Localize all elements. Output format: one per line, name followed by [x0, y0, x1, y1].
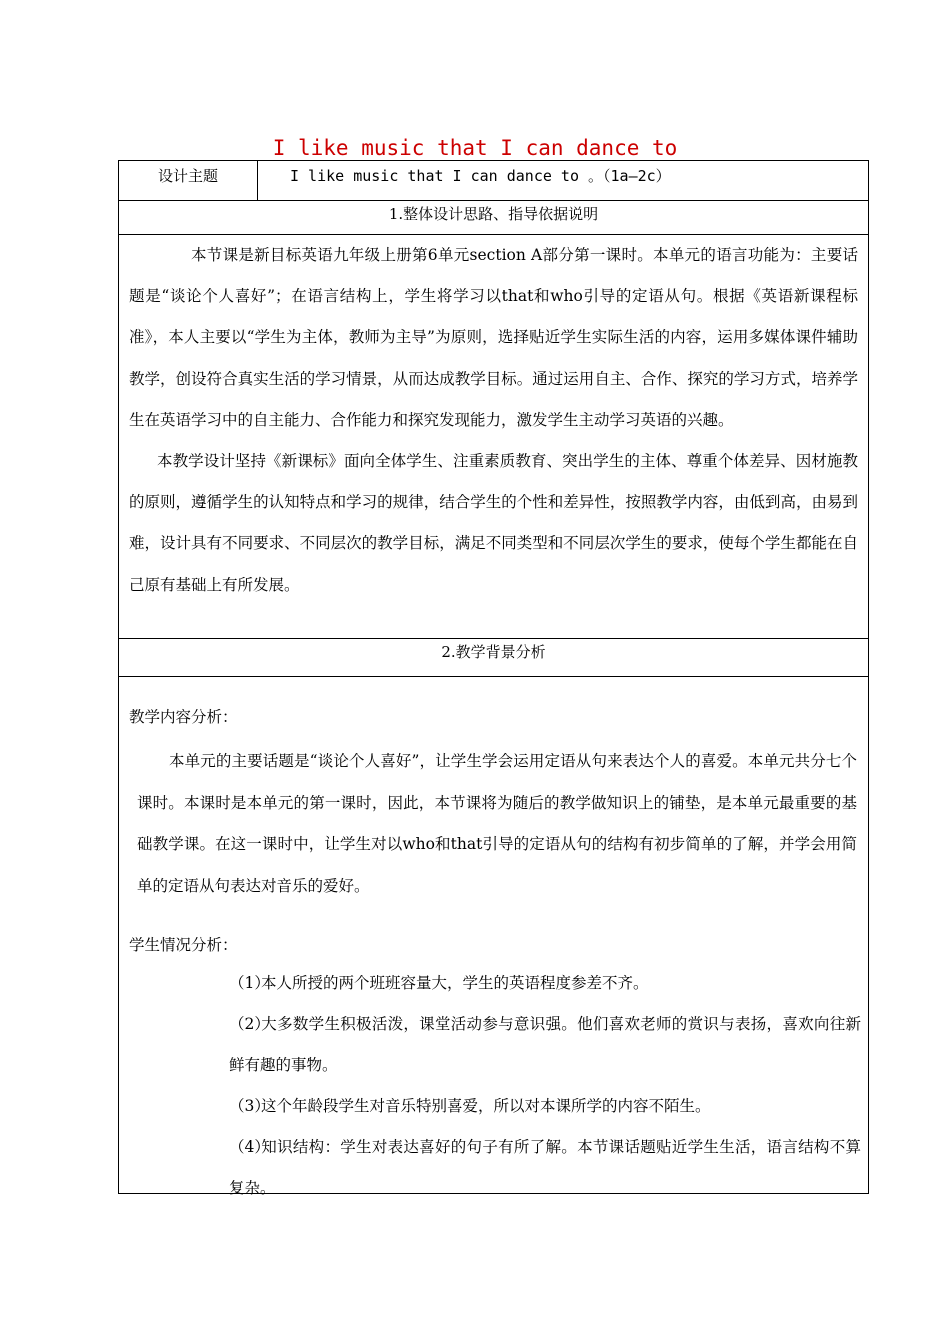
student-analysis-list	[229, 963, 861, 1209]
list-item	[229, 1086, 861, 1127]
section1-body	[119, 234, 868, 638]
list-item	[229, 1127, 861, 1209]
student-analysis-label: 学生情况分析：	[129, 936, 238, 954]
content-analysis-text: 本单元的主要话题是“谈论个人喜好”，让学生学会运用定语从句来表达个人的喜爱。本单元共分七个课时。本课时是本单元的第一课时，因此，本节课将为随后的教学做知识上的铺垫，是本单元最重要的基础教学课。在这一课时中，让学生对以who和that引导的定语从句的结构有初步简单的了解，并学会用简单的定语从句表达对音乐的爱好。	[137, 752, 857, 895]
theme-row	[119, 161, 868, 200]
list-item-number: （3）	[229, 1097, 270, 1115]
theme-label: 设计主题	[119, 161, 258, 200]
list-item-text: 知识结构：学生对表达喜好的句子有所了解。本节课话题贴近学生生活，语言结构不算复杂。	[229, 1138, 861, 1197]
section1-paragraph-1: 本节课是新目标英语九年级上册第6单元section A部分第一课时。本单元的语言功能为：主要话题是“谈论个人喜好”；在语言结构上，学生将学习以that和who引导的定语从句。根据《英语新课程标准》，本人主要以“学生为主体，教师为主导”为原则，选择贴近学生实际生活的内容，运用多媒体课件辅助教学，创设符合真实生活的学习情景，从而达成教学目标。通过运用自主、合作、探究的学习方式，培养学生在英语学习中的自主能力、合作能力和探究发现能力，激发学生主动学习英语的兴趣。	[129, 246, 858, 429]
section2-body	[119, 676, 868, 1197]
theme-value: I like music that I can dance to 。（1a—2c）	[290, 167, 671, 185]
content-analysis-label: 教学内容分析：	[129, 708, 238, 726]
list-item-text: 大多数学生积极活泼，课堂活动参与意识强。他们喜欢老师的赏识与表扬，喜欢向往新鲜有趣的事物。	[229, 1015, 861, 1074]
list-item-number: （4）	[229, 1138, 270, 1156]
list-item-text: 本人所授的两个班班容量大，学生的英语程度参差不齐。	[261, 974, 649, 992]
list-item-number: （2）	[229, 1015, 270, 1033]
section1-paragraph-2: 本教学设计坚持《新课标》面向全体学生、注重素质教育、突出学生的主体、尊重个体差异、因材施教的原则，遵循学生的认知特点和学习的规律，结合学生的个性和差异性，按照教学内容，由低到高，由易到难，设计具有不同要求、不同层次的教学目标，满足不同类型和不同层次学生的要求，使每个学生都能在自己原有基础上有所发展。	[129, 452, 858, 594]
section2-heading: 2.教学背景分析	[119, 638, 868, 676]
list-item-number: （1）	[229, 974, 270, 992]
list-item	[229, 963, 861, 1004]
list-item	[229, 1004, 861, 1086]
lesson-design-table	[118, 160, 869, 1197]
page-title: I like music that I can dance to	[272, 136, 678, 160]
section1-heading: 1.整体设计思路、指导依据说明	[119, 200, 868, 234]
list-item-text: 这个年龄段学生对音乐特别喜爱，所以对本课所学的内容不陌生。	[261, 1097, 711, 1115]
